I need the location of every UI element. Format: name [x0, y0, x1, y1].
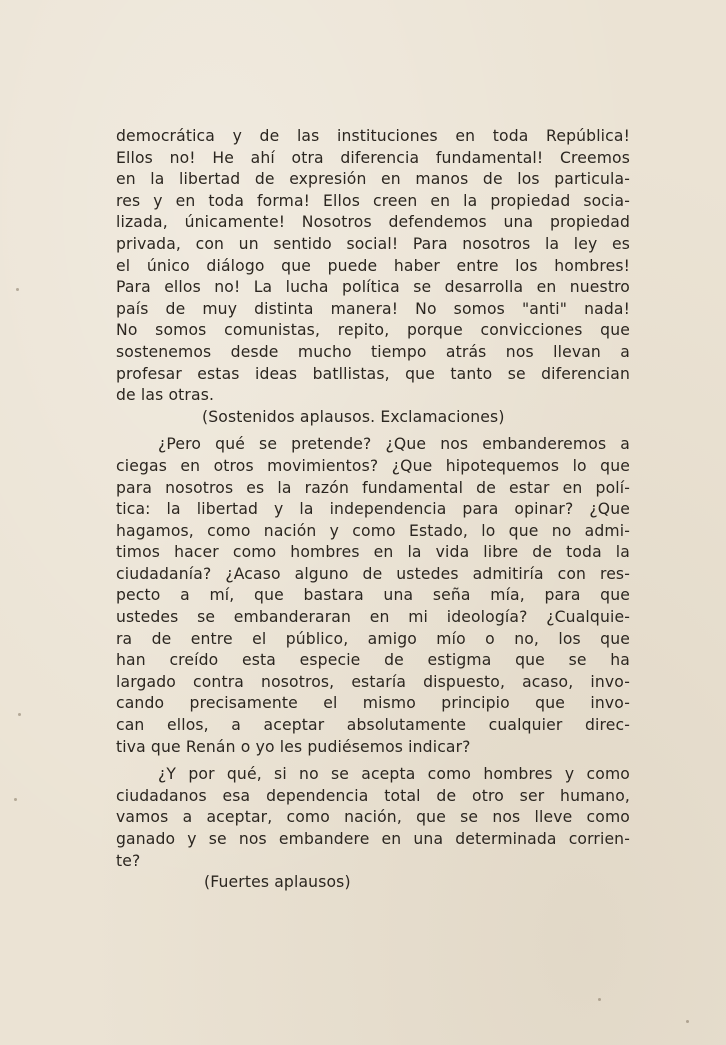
text-line: profesar estas ideas batllistas, que tanto se diferencian: [116, 364, 630, 383]
text-line: cando precisamente el mismo principio que invo-: [116, 694, 630, 713]
text-line: ciegas en otros movimientos? ¿Que hipotequemos lo que: [116, 456, 630, 475]
text-line: ra de entre el público, amigo mío o no, los que: [116, 629, 630, 648]
text-line: Para ellos no! La lucha política se desarrolla en nuestro: [116, 278, 630, 297]
text-line: vamos a aceptar, como nación, que se nos lleve como: [116, 808, 630, 827]
text-line: can ellos, a aceptar absolutamente cualquier direc-: [116, 716, 630, 735]
document-body: [116, 126, 630, 894]
text-line: ¿Y por qué, si no se acepta como hombres y como: [158, 765, 630, 784]
text-line: ganado y se nos embandere en una determinada corrien-: [116, 830, 630, 848]
paper-speck: [686, 1020, 689, 1023]
paper-speck: [16, 288, 19, 291]
text-line: hagamos, como nación y como Estado, lo que no admi-: [116, 521, 630, 540]
text-line: sostenemos desde mucho tiempo atrás nos llevan a: [116, 342, 630, 361]
text-line: tiva que Renán o yo les pudiésemos indicar?: [116, 737, 471, 756]
text-line: ciudadanos esa dependencia total de otro ser humano,: [116, 786, 630, 805]
text-line: timos hacer como hombres en la vida libre de toda la: [116, 543, 630, 562]
text-line: No somos comunistas, repito, porque convicciones que: [116, 321, 630, 340]
text-line: privada, con un sentido social! Para nosotros la ley es: [116, 234, 630, 253]
paper-speck: [14, 798, 17, 801]
text-line: largado contra nosotros, estaría dispuesto, acaso, invo-: [116, 672, 630, 691]
text-line: ciudadanía? ¿Acaso alguno de ustedes admitiría con res-: [116, 564, 630, 583]
text-line: tica: la libertad y la independencia para opinar? ¿Que: [116, 500, 630, 519]
text-line: res y en toda forma! Ellos creen en la propiedad socia-: [116, 191, 630, 210]
text-line: Ellos no! He ahí otra diferencia fundamental! Creemos: [116, 148, 630, 167]
text-line: para nosotros es la razón fundamental de estar en polí-: [116, 478, 630, 497]
text-line: de las otras.: [116, 386, 215, 405]
stage-direction: (Fuertes aplausos): [204, 873, 351, 892]
paragraph-2: [116, 434, 630, 758]
text-line: en la libertad de expresión en manos de los particula-: [116, 170, 630, 189]
text-line: país de muy distinta manera! No somos "anti" nada!: [116, 299, 630, 318]
text-line: lizada, únicamente! Nosotros defendemos una propiedad: [116, 213, 630, 232]
text-line: ¿Pero qué se pretende? ¿Que nos embanderemos a: [158, 435, 630, 454]
stage-direction: (Sostenidos aplausos. Exclamaciones): [202, 407, 505, 426]
text-line: el único diálogo que puede haber entre los hombres!: [116, 256, 630, 275]
text-line: te?: [116, 851, 141, 870]
text-line: democrática y de las instituciones en toda República!: [116, 127, 630, 145]
text-line: ustedes se embanderaran en mi ideología? ¿Cualquie-: [116, 608, 630, 627]
paper-speck: [598, 998, 601, 1001]
text-line: han creído esta especie de estigma que se ha: [116, 651, 630, 670]
paragraph-3: [116, 764, 630, 872]
paragraph-1: [116, 126, 630, 407]
text-line: pecto a mí, que bastara una seña mía, para que: [116, 586, 630, 605]
paper-speck: [18, 713, 21, 716]
